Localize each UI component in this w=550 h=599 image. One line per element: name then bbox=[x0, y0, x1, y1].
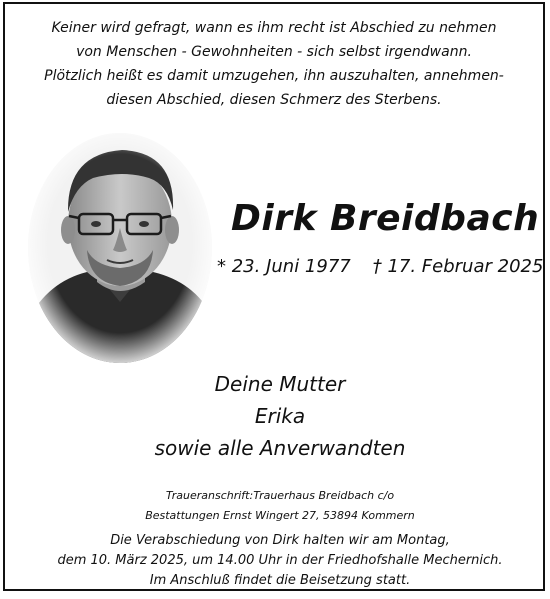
obituary-card bbox=[3, 2, 545, 591]
service-line: dem 10. März 2025, um 14.00 Uhr in der Friedhofshalle Mechernich. bbox=[57, 553, 503, 568]
address-line: Bestattungen Ernst Wingert 27, 53894 Kommern bbox=[145, 509, 415, 522]
mourners-block bbox=[5, 368, 550, 464]
condolence-address bbox=[5, 486, 550, 526]
poem-line: Keiner wird gefragt, wann es ihm recht ist Abschied zu nehmen bbox=[51, 20, 497, 36]
memorial-poem bbox=[5, 16, 543, 112]
mourner-line: sowie alle Anverwandten bbox=[154, 436, 406, 460]
service-line: Die Verabschiedung von Dirk halten wir am Montag, bbox=[110, 533, 450, 548]
birth-date: * 23. Juni 1977 bbox=[217, 256, 351, 277]
service-line: Im Anschluß findet die Beisetzung statt. bbox=[149, 573, 411, 588]
poem-line: diesen Abschied, diesen Schmerz des Sterbens. bbox=[106, 92, 442, 108]
death-date: † 17. Februar 2025 bbox=[372, 256, 544, 277]
service-details bbox=[5, 531, 550, 591]
poem-line: Plötzlich heißt es damit umzugehen, ihn auszuhalten, annehmen- bbox=[44, 68, 504, 84]
life-dates bbox=[217, 256, 544, 277]
portrait-photo bbox=[27, 132, 213, 364]
mourner-line: Erika bbox=[254, 404, 306, 428]
poem-line: von Menschen - Gewohnheiten - sich selbst irgendwann. bbox=[76, 44, 472, 60]
deceased-name: Dirk Breidbach bbox=[231, 198, 540, 239]
mourner-line: Deine Mutter bbox=[214, 372, 346, 396]
address-line: Traueranschrift:Trauerhaus Breidbach c/o bbox=[165, 489, 395, 502]
